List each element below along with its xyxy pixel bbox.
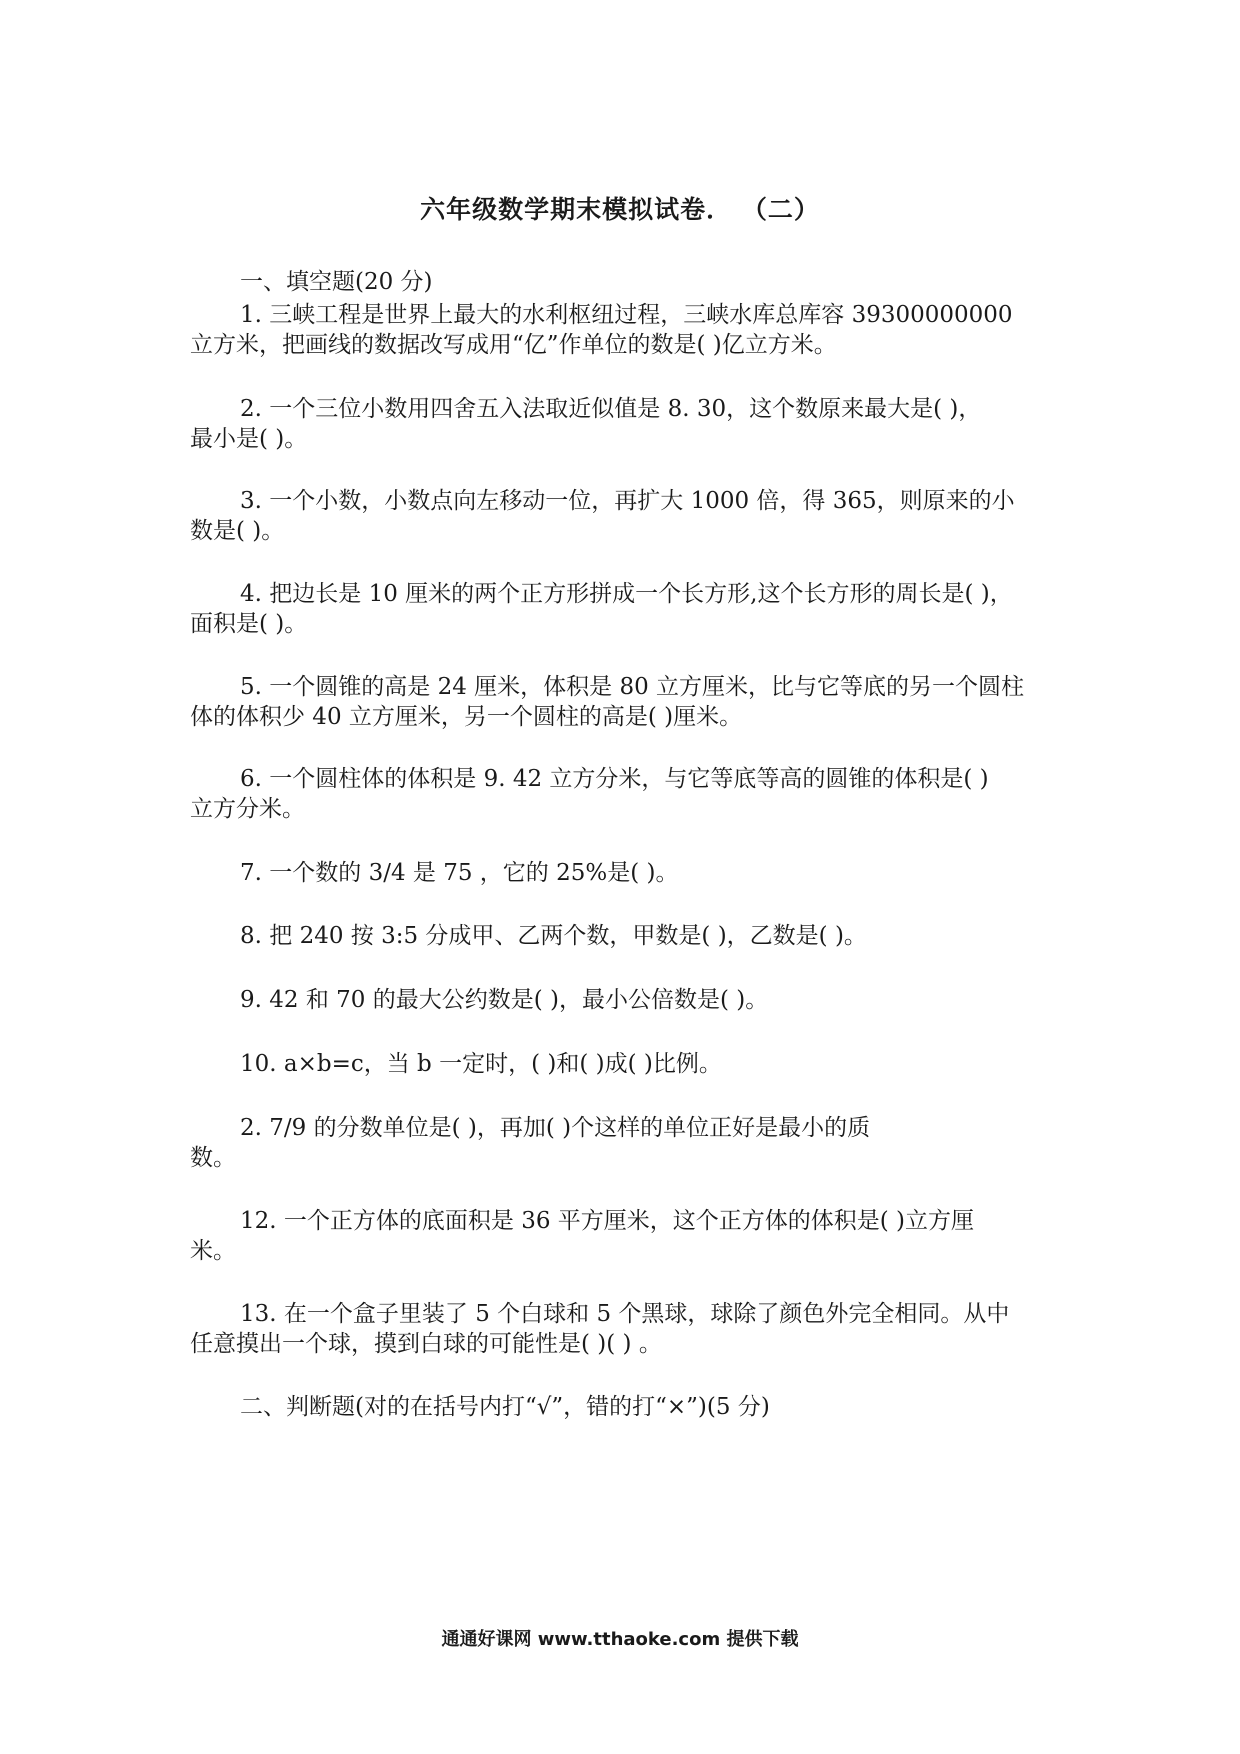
question-3-line-1: 3. 一个小数，小数点向左移动一位，再扩大 1000 倍，得 365，则原来的小 <box>240 488 1015 514</box>
question-8-line-1: 8. 把 240 按 3:5 分成甲、乙两个数，甲数是( )，乙数是( )。 <box>240 923 867 949</box>
question-4-line-1: 4. 把边长是 10 厘米的两个正方形拼成一个长方形,这个长方形的周长是( )， <box>240 581 1013 607</box>
section-heading-true-false: 二、判断题(对的在括号内打“√”，错的打“×”)(5 分) <box>240 1394 770 1420</box>
question-2-line-2: 最小是( )。 <box>190 426 308 452</box>
page-title: 六年级数学期末模拟试卷． （二） <box>420 195 820 224</box>
question-5-line-2: 体的体积少 40 立方厘米，另一个圆柱的高是( )厘米。 <box>190 704 743 730</box>
question-12-line-1: 12. 一个正方体的底面积是 36 平方厘米，这个正方体的体积是( )立方厘 <box>240 1208 975 1234</box>
question-4-line-2: 面积是( )。 <box>190 611 308 637</box>
question-5-line-1: 5. 一个圆锥的高是 24 厘米，体积是 80 立方厘米，比与它等底的另一个圆柱 <box>240 674 1025 700</box>
page-footer: 通通好课网 www.tthaoke.com 提供下载 <box>441 1629 799 1650</box>
question-11-line-1: 2. 7/9 的分数单位是( )，再加( )个这样的单位正好是最小的质 <box>240 1115 871 1141</box>
question-13-line-2: 任意摸出一个球，摸到白球的可能性是( )( ) 。 <box>190 1331 662 1357</box>
question-11-line-2: 数。 <box>190 1145 236 1171</box>
question-1-line-2: 立方米，把画线的数据改写成用“亿”作单位的数是( )亿立方米。 <box>190 332 837 358</box>
section-heading-fill-in: 一、填空题(20 分) <box>240 269 433 295</box>
question-6-line-2: 立方分米。 <box>190 796 305 822</box>
question-3-line-2: 数是( )。 <box>190 518 285 544</box>
question-7-line-1: 7. 一个数的 3/4 是 75 ，它的 25%是( )。 <box>240 860 679 886</box>
question-13-line-1: 13. 在一个盒子里装了 5 个白球和 5 个黑球，球除了颜色外完全相同。从中 <box>240 1301 1010 1327</box>
question-12-line-2: 米。 <box>190 1238 236 1264</box>
question-2-line-1: 2. 一个三位小数用四舍五入法取近似值是 8. 30，这个数原来最大是( )， <box>240 396 982 422</box>
question-9-line-1: 9. 42 和 70 的最大公约数是( )，最小公倍数是( )。 <box>240 987 769 1013</box>
question-6-line-1: 6. 一个圆柱体的体积是 9. 42 立方分米，与它等底等高的圆锥的体积是( ) <box>240 766 989 792</box>
question-1-line-1: 1. 三峡工程是世界上最大的水利枢纽过程，三峡水库总库容 39300000000 <box>240 302 1013 328</box>
question-10-line-1: 10. a×b=c，当 b 一定时，( )和( )成( )比例。 <box>240 1051 722 1077</box>
